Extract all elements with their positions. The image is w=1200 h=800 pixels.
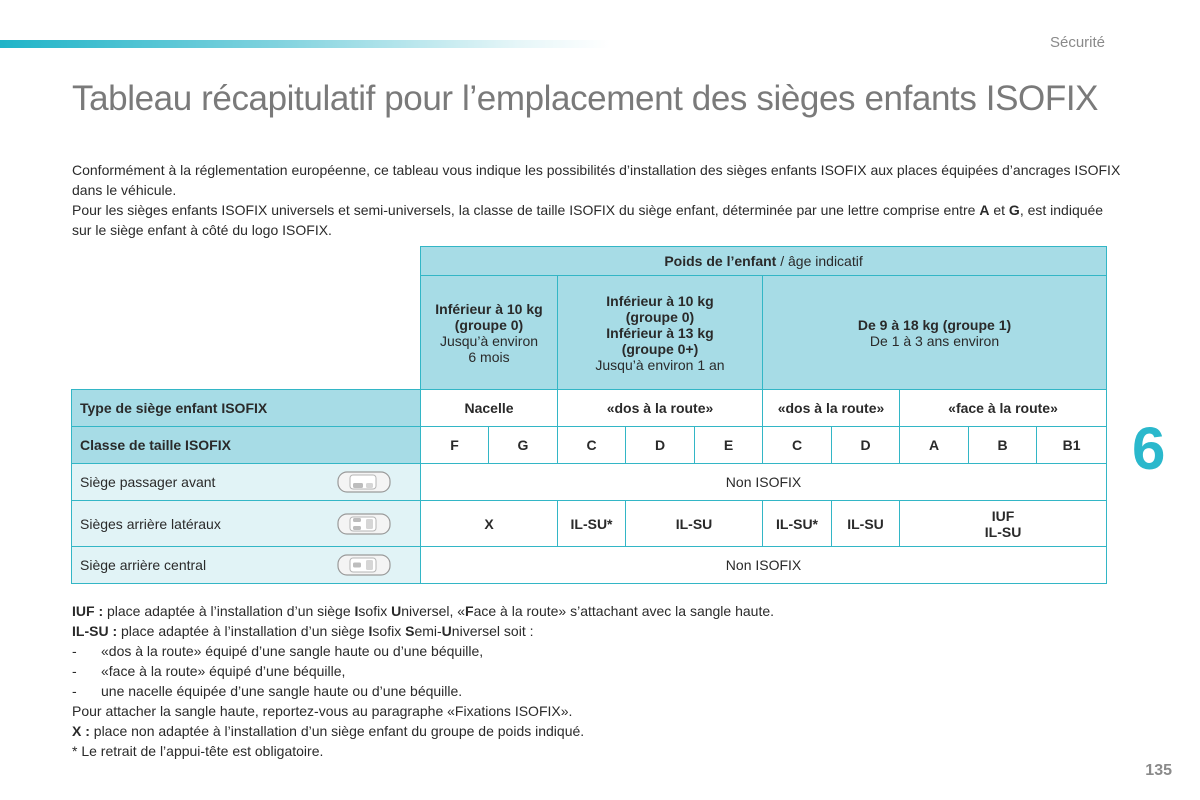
weight-header-bold: Poids de l’enfant — [664, 253, 777, 269]
legend-item-text: «dos à la route» équipé d’une sangle haute ou d’une béquille, — [101, 643, 484, 659]
legend-item-text: une nacelle équipée d’une sangle haute ou d’une béquille. — [101, 683, 463, 699]
seat-value: Non ISOFIX — [421, 464, 1107, 501]
legend-key: IL-SU : — [72, 623, 118, 639]
class-cell: B1 — [1037, 427, 1107, 464]
legend-run: S — [405, 623, 415, 639]
legend-key: X : — [72, 723, 90, 739]
group-text: (groupe 0) — [625, 308, 695, 325]
legend-dash: - — [72, 683, 77, 699]
legend-run: U — [441, 623, 452, 639]
legend-x — [72, 721, 1132, 741]
group-text: De 1 à 3 ans environ — [869, 332, 1000, 349]
header-accent-bar — [0, 40, 610, 48]
class-cell: C — [558, 427, 626, 464]
type-row-label: Type de siège enfant ISOFIX — [72, 390, 421, 427]
legend-dash: - — [72, 643, 77, 659]
intro-text-run: , est indiquée sur le siège enfant à côté du logo ISOFIX. — [72, 202, 1104, 238]
legend-attach: Pour attacher la sangle haute, reportez-vous au paragraphe «Fixations ISOFIX». — [72, 703, 573, 719]
intro-text — [72, 160, 1122, 240]
class-row-label: Classe de taille ISOFIX — [72, 427, 421, 464]
legend-run: sofix — [358, 603, 392, 619]
seat-value-line: IL-SU — [984, 523, 1022, 540]
legend — [72, 601, 1132, 761]
seat-row-label — [72, 464, 421, 501]
seat-row-text: Siège arrière central — [80, 557, 207, 573]
legend-run: sofix — [372, 623, 406, 639]
group-text: Inférieur à 10 kg — [606, 292, 714, 309]
group-text: Inférieur à 13 kg — [606, 324, 714, 341]
intro-paragraph-2 — [72, 200, 1122, 240]
group-text: Jusqu’à environ — [439, 332, 539, 349]
legend-dash: - — [72, 663, 77, 679]
legend-run: place adaptée à l’installation d’un siège — [103, 603, 355, 619]
group-text: De 9 à 18 kg (groupe 1) — [857, 316, 1012, 333]
car-rear-center-icon — [336, 552, 392, 578]
car-rear-outer-icon — [336, 511, 392, 537]
class-cell: E — [695, 427, 763, 464]
type-cell: «dos à la route» — [558, 390, 763, 427]
chapter-number: 6 — [1132, 415, 1166, 482]
type-cell: Nacelle — [421, 390, 558, 427]
legend-item — [72, 661, 1132, 681]
group-text: Inférieur à 10 kg — [435, 300, 543, 317]
legend-item-text: «face à la route» équipé d’une béquille, — [101, 663, 346, 679]
seat-row-text: Sièges arrière latéraux — [80, 515, 221, 532]
legend-run: emi- — [414, 623, 442, 639]
legend-run: ace à la route» s’attachant avec la sangle haute. — [473, 603, 775, 619]
car-front-passenger-icon — [336, 469, 392, 495]
class-cell: C — [763, 427, 832, 464]
legend-note: * Le retrait de l’appui-tête est obligatoire. — [72, 743, 324, 759]
legend-run: place non adaptée à l’installation d’un siège enfant du groupe de poids indiqué. — [89, 723, 585, 739]
section-label: Sécurité — [1049, 34, 1105, 51]
legend-run: place adaptée à l’installation d’un siège — [117, 623, 369, 639]
class-cell: A — [900, 427, 969, 464]
page-number: 135 — [1145, 762, 1172, 779]
intro-letter-g: G — [1008, 202, 1020, 218]
table-corner — [72, 247, 421, 276]
legend-ilsu — [72, 621, 1132, 641]
intro-letter-a: A — [979, 202, 990, 218]
seat-value — [900, 501, 1107, 547]
table-corner — [72, 276, 421, 390]
legend-item — [72, 681, 1132, 701]
legend-run: F — [465, 603, 474, 619]
legend-run: niversel, « — [401, 603, 466, 619]
type-cell: «face à la route» — [900, 390, 1107, 427]
seat-value: IL-SU* — [763, 501, 832, 547]
seat-value-line: IUF — [991, 507, 1015, 524]
group-header-0plus — [558, 276, 763, 390]
legend-run: I — [354, 603, 359, 619]
seat-value: IL-SU — [832, 501, 900, 547]
page-title: Tableau récapitulatif pour l’emplacement des sièges enfants ISOFIX — [72, 79, 1099, 118]
seat-value: IL-SU* — [558, 501, 626, 547]
seat-value: IL-SU — [626, 501, 763, 547]
seat-row-text: Siège passager avant — [80, 474, 216, 490]
type-cell: «dos à la route» — [763, 390, 900, 427]
group-text: (groupe 0) — [454, 316, 524, 333]
seat-row-label — [72, 501, 421, 547]
class-cell: G — [489, 427, 558, 464]
group-text: (groupe 0+) — [621, 340, 699, 357]
intro-text-run: et — [989, 202, 1009, 218]
legend-item — [72, 641, 1132, 661]
legend-run: niversel soit : — [451, 623, 534, 639]
legend-run: I — [368, 623, 373, 639]
legend-key: IUF : — [72, 603, 104, 619]
class-cell: F — [421, 427, 489, 464]
seat-row-label — [72, 547, 421, 584]
seat-value: X — [421, 501, 558, 547]
legend-iuf — [72, 601, 1132, 621]
class-cell: D — [832, 427, 900, 464]
class-cell: D — [626, 427, 695, 464]
seat-value: Non ISOFIX — [421, 547, 1107, 584]
group-text: 6 mois — [468, 348, 510, 365]
legend-run: U — [391, 603, 402, 619]
class-cell: B — [969, 427, 1037, 464]
isofix-table — [71, 246, 1107, 584]
group-header-0 — [421, 276, 558, 390]
group-header-1 — [763, 276, 1107, 390]
weight-header-rest: / âge indicatif — [776, 253, 863, 269]
intro-text-run: Pour les sièges enfants ISOFIX universels et semi-universels, la classe de taille ISOFIX du siège enfant, déterminée par une lettre comprise entre — [72, 202, 980, 218]
group-text: Jusqu’à environ 1 an — [595, 356, 725, 373]
weight-header — [421, 247, 1107, 276]
intro-paragraph-1: Conformément à la réglementation européenne, ce tableau vous indique les possibilités d’installation des sièges enfants ISOFIX aux places équipées d’ancrages ISOFIX dans le véhicule. — [72, 162, 1121, 198]
